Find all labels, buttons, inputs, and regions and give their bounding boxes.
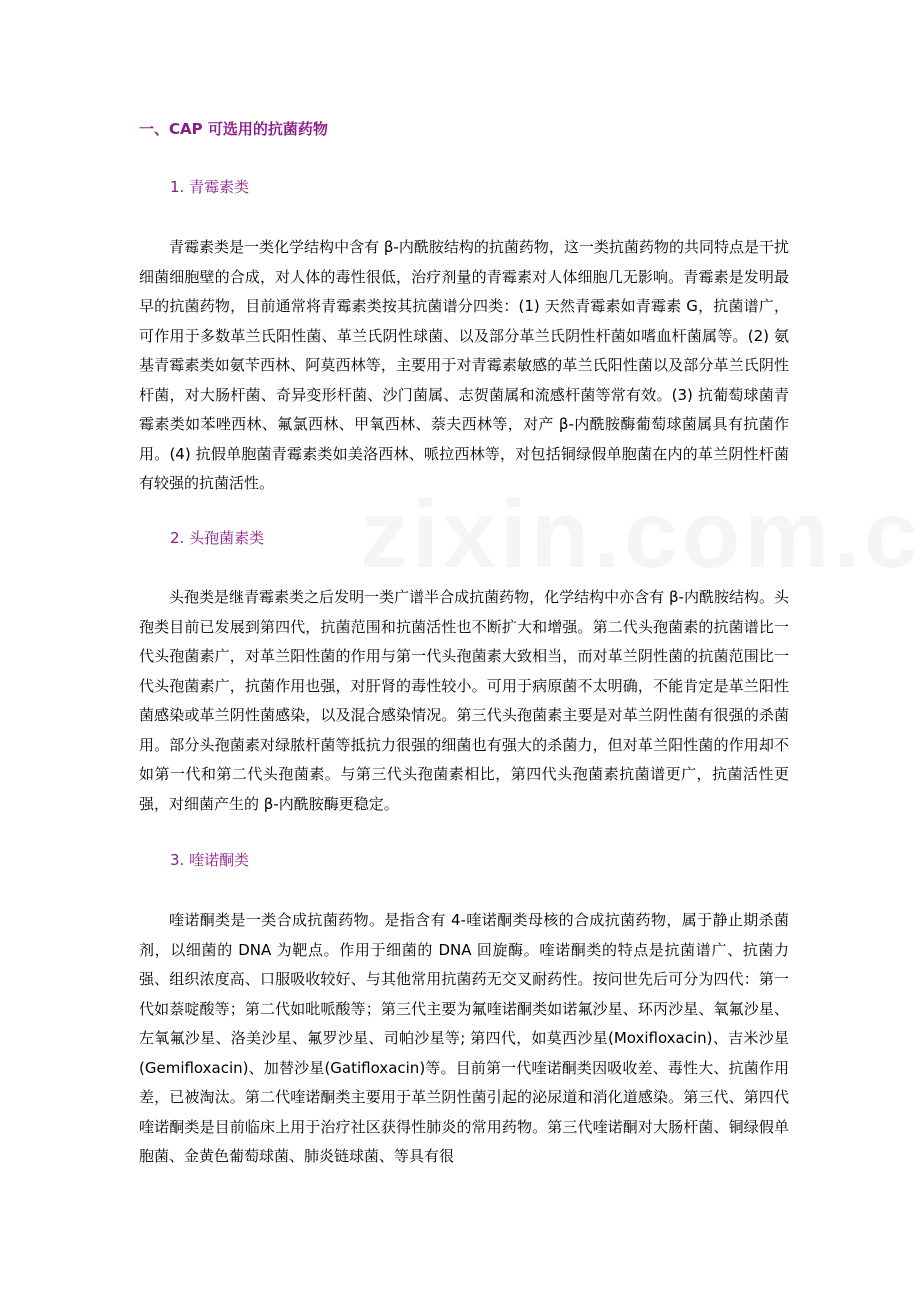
section-title: 一、CAP 可选用的抗菌药物: [139, 120, 328, 138]
paragraph-cephalosporins: 头孢类是继青霉素类之后发明一类广谱半合成抗菌药物，化学结构中亦含有 β-内酰胺结构。头孢类目前已发展到第四代，抗菌范围和抗菌活性也不断扩大和增强。第二代头孢菌素的抗菌谱比一代头孢菌素广，对革兰阳性菌的作用与第一代头孢菌素大致相当，而对革兰阴性菌的抗菌范围比一代头孢菌素广，抗菌作用也强，对肝肾的毒性较小。可用于病原菌不太明确，不能肯定是革兰阳性菌感染或革兰阴性菌感染，以及混合感染情况。第三代头孢菌素主要是对革兰阴性菌有很强的杀菌用。部分头孢菌素对绿脓杆菌等抵抗力很强的细菌也有强大的杀菌力，但对革兰阳性菌的作用却不如第一代和第二代头孢菌素。与第三代头孢菌素相比，第四代头孢菌素抗菌谱更广，抗菌活性更强，对细菌产生的 β-内酰胺酶更稳定。: [139, 588, 789, 813]
subheading-cephalosporins: 2. 头孢菌素类: [170, 529, 265, 547]
paragraph-quinolones: 喹诺酮类是一类合成抗菌药物。是指含有 4-喹诺酮类母核的合成抗菌药物，属于静止期杀菌剂，以细菌的 DNA 为靶点。作用于细菌的 DNA 回旋酶。喹诺酮类的特点是抗菌谱广、抗菌力强、组织浓度高、口服吸收较好、与其他常用抗菌药无交叉耐药性。按问世先后可分为四代：第一代如萘啶酸等；第二代如吡哌酸等；第三代主要为氟喹诺酮类如诺氟沙星、环丙沙星、氧氟沙星、左氧氟沙星、洛美沙星、氟罗沙星、司帕沙星等; 第四代，如莫西沙星(Moxifloxacin)、吉米沙星(Gemifloxacin)、加替沙星(Gatifloxacin)等。目前第一代喹诺酮类因吸收差、毒性大、抗菌作用差，已被淘汰。第二代喹诺酮类主要用于革兰阴性菌引起的泌尿道和消化道感染。第三代、第四代喹诺酮类是目前临床上用于治疗社区获得性肺炎的常用药物。第三代喹诺酮对大肠杆菌、铜绿假单胞菌、金黄色葡萄球菌、肺炎链球菌、等具有很: [139, 911, 789, 1165]
paragraph-penicillins: 青霉素类是一类化学结构中含有 β-内酰胺结构的抗菌药物，这一类抗菌药物的共同特点是干扰细菌细胞壁的合成，对人体的毒性很低，治疗剂量的青霉素对人体细胞几无影响。青霉素是发明最早的抗菌药物，目前通常将青霉素类按其抗菌谱分四类：(1) 天然青霉素如青霉素 G，抗菌谱广，可作用于多数革兰氏阳性菌、革兰氏阴性球菌、以及部分革兰氏阴性杆菌如嗜血杆菌属等。(2) 氨基青霉素类如氨苄西林、阿莫西林等，主要用于对青霉素敏感的革兰氏阳性菌以及部分革兰氏阴性杆菌，对大肠杆菌、奇异变形杆菌、沙门菌属、志贺菌属和流感杆菌等常有效。(3) 抗葡萄球菌青霉素类如苯唑西林、氟氯西林、甲氧西林、萘夫西林等，对产 β-内酰胺酶葡萄球菌属具有抗菌作用。(4) 抗假单胞菌青霉素类如美洛西林、哌拉西林等，对包括铜绿假单胞菌在内的革兰阴性杆菌有较强的抗菌活性。: [139, 238, 789, 492]
subheading-penicillins: 1. 青霉素类: [170, 178, 250, 196]
subheading-quinolones: 3. 喹诺酮类: [170, 851, 250, 869]
